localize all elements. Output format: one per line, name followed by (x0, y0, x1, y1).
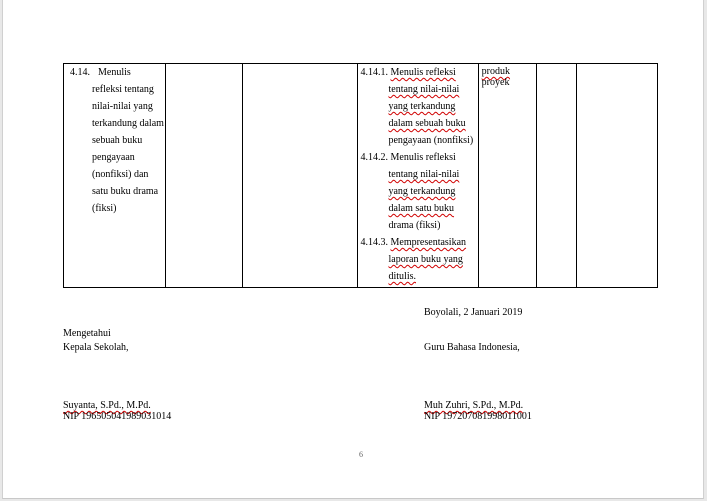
competency-text-line: refleksi tentang (92, 84, 154, 95)
indicator-item (360, 234, 477, 251)
assessment-cell (478, 64, 536, 288)
competency-text-line: satu buku drama (92, 186, 159, 197)
competency-text-line: pengayaan (92, 152, 135, 163)
indicator-text-line: tentang nilai-nilai (388, 84, 460, 95)
indicator-text-line: tentang nilai-nilai (388, 169, 460, 180)
empty-cell (243, 64, 358, 288)
indicator-text-line: yang terkandung (388, 186, 456, 197)
indicator-text-line: Mempresentasikan (390, 237, 467, 248)
indicator-text-line: drama (fiksi) (388, 220, 441, 231)
right-signatory-name: Muh Zuhri, S.Pd., M.Pd. (424, 400, 524, 411)
right-signatory-nip: NIP 197207081998011001 (424, 411, 532, 422)
competency-text-line: sebuah buku (92, 135, 143, 146)
right-signature-role: Guru Bahasa Indonesia, (424, 342, 520, 353)
competency-text-line: Menulis (98, 67, 131, 78)
empty-cell (536, 64, 576, 288)
basic-competency-cell (64, 64, 166, 288)
indicator-text-line: pengayaan (nonfiksi) (388, 135, 474, 146)
competency-number: 4.14. (70, 67, 90, 78)
indicator-item (360, 149, 477, 166)
page-number: 6 (359, 450, 363, 459)
indicator-text-line: yang terkandung (388, 101, 456, 112)
indicator-text-line: ditulis. (388, 271, 416, 282)
competency-text-line: nilai-nilai yang (92, 101, 153, 112)
competency-text-line: terkandung dalam (92, 118, 164, 129)
competency-text-line: (fiksi) (92, 203, 117, 214)
syllabus-table (63, 63, 658, 288)
indicator-item (360, 64, 477, 81)
indicator-text-line: dalam satu buku (388, 203, 455, 214)
indicator-number: 4.14.3. (360, 237, 388, 248)
assessment-type: proyek (481, 77, 510, 88)
indicator-cell (358, 64, 478, 288)
table-row (64, 64, 658, 288)
indicator-text-line: dalam sebuah buku (388, 118, 466, 129)
place-date: Boyolali, 2 Januari 2019 (424, 307, 523, 318)
left-signatory-name: Suyanta, S.Pd., M.Pd. (63, 400, 151, 411)
indicator-number: 4.14.1. (360, 67, 388, 78)
empty-cell (576, 64, 657, 288)
assessment-type: produk (481, 66, 511, 77)
left-signature-label: Mengetahui (63, 328, 111, 339)
competency-text-line: (nonfiksi) dan (92, 169, 149, 180)
empty-cell (166, 64, 243, 288)
indicator-text-line: Menulis refleksi (390, 152, 456, 163)
indicator-number: 4.14.2. (360, 152, 388, 163)
left-signature-role: Kepala Sekolah, (63, 342, 129, 353)
document-page (2, 0, 704, 499)
left-signatory-nip: NIP 196505041989031014 (63, 411, 172, 422)
indicator-text-line: laporan buku yang (388, 254, 463, 265)
indicator-text-line: Menulis refleksi (390, 67, 456, 78)
